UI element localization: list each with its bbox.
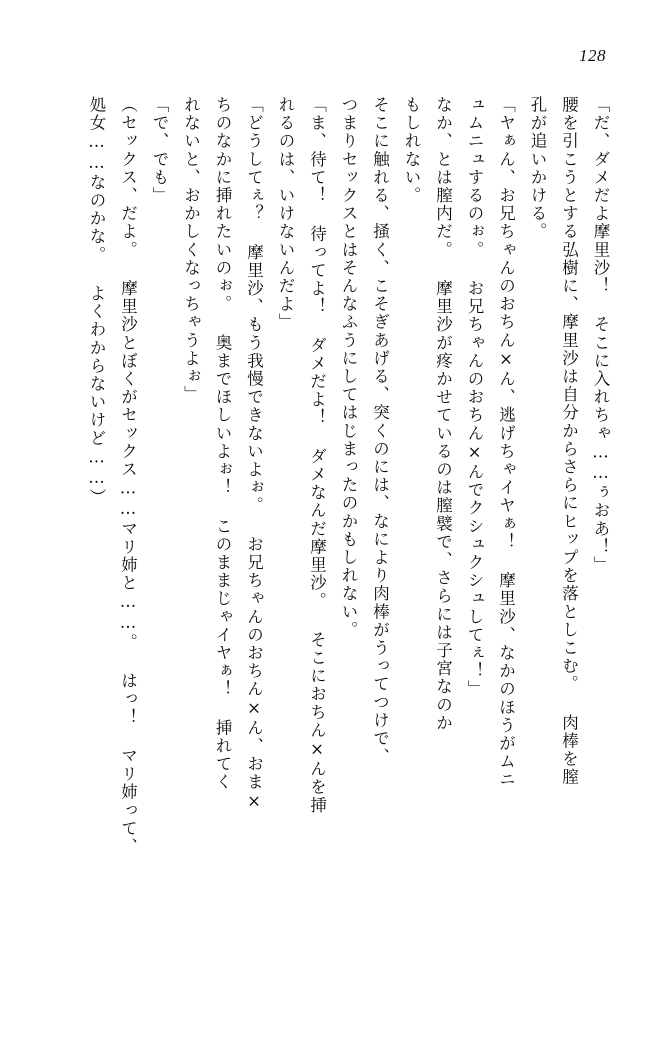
paragraph: 「ヤぁん、お兄ちゃんのおちん×ん、逃げちゃイヤぁ！ 摩里沙、なかのほうがムニ: [496, 96, 516, 789]
page-text-body: [36, 96, 616, 1016]
paragraph: れるのは、いけないんだよ」: [276, 96, 295, 332]
paragraph: 「だ、ダメだよ摩里沙！ そこに入れちゃ……ぅおあ！」: [591, 96, 610, 575]
paragraph: （セックス、だよ。 摩里沙とぼくがセックス……マリ姉と……。 はっ！ マリ姉って、: [118, 96, 138, 856]
paragraph: なか、とは膣内だ。 摩里沙が疼かせているのは膣襞で、さらには子宮なのか: [433, 96, 453, 732]
paragraph: 「どうしてぇ？ 摩里沙、もう我慢できないよぉ。 お兄ちゃんのおちん×ん、おま×: [244, 96, 264, 812]
paragraph: 「で、でも」: [150, 96, 169, 205]
paragraph: 腰を引こうとする弘樹に、摩里沙は自分からさらにヒップを落としこむ。 肉棒を膣: [559, 96, 579, 787]
paragraph: れないと、おかしくなっちゃうよぉ」: [181, 96, 201, 404]
paragraph: 処女……なのかな。 よくわからないけど……）: [87, 96, 106, 507]
paragraph: ちのなかに挿れたいのぉ。 奥までほしいよぉ！ このままじゃイヤぁ！ 挿れてく: [213, 96, 232, 792]
page-number: 128: [579, 46, 606, 65]
paragraph: ュムニュするのぉ。 お兄ちゃんのおちん×んでクシュクシュしてぇ！」: [465, 96, 484, 699]
paragraph: そこに触れる、掻く、こそぎあげる、突くのには、なにより肉棒がうってつけで、: [370, 96, 390, 766]
paragraph: つまりセックスとはそんなふうにしてはじまったのかもしれない。: [339, 96, 358, 639]
paragraph: もしれない。: [402, 96, 421, 205]
paragraph: 孔が追いかける。: [528, 96, 547, 241]
paragraph: 「ま、待て！ 待ってよ！ ダメだよ！ ダメなんだ摩里沙。 そこにおちん×んを挿: [307, 96, 327, 815]
